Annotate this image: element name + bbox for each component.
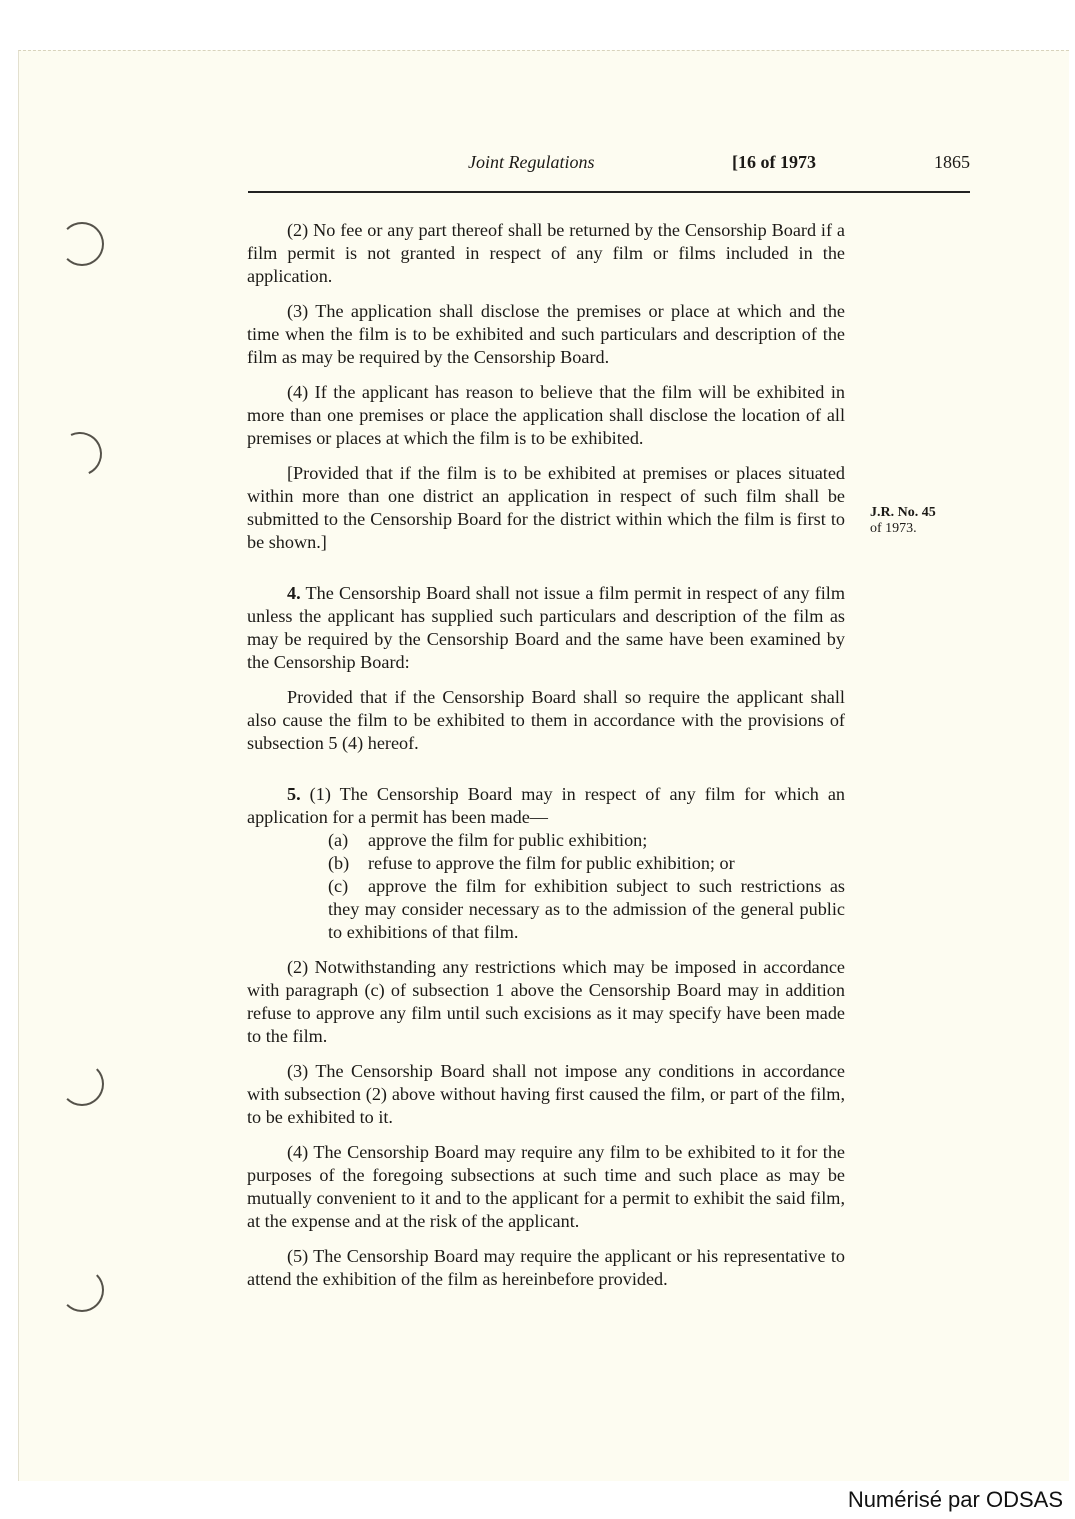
list-label-c: (c) xyxy=(328,876,349,896)
paragraph-3-2: (2) No fee or any part thereof shall be returned by the Censorship Board if a film permit is not granted in respect of any film or films included in the application. xyxy=(247,220,845,286)
margin-note-line2: of 1973. xyxy=(870,521,917,536)
section-4 xyxy=(247,582,845,674)
paragraph-3-3: (3) The application shall disclose the premises or place at which and the time when the film is to be exhibited and such particulars and description of the film as may be required by the Censorship Board. xyxy=(247,301,845,367)
section-4-text: The Censorship Board shall not issue a film permit in respect of any film unless the applicant has supplied such particulars and description of the film as may be required by the Censorship Board and the same have been examined by the Censorship Board: xyxy=(247,583,846,672)
header-title: Joint Regulations xyxy=(468,152,595,172)
section-5-number: 5. xyxy=(287,784,301,804)
header-rule xyxy=(248,191,970,193)
page-number: 1865 xyxy=(934,152,970,172)
list-text-b: refuse to approve the film for public exhibition; or xyxy=(368,853,735,873)
paragraph-5-4: (4) The Censorship Board may require any film to be exhibited to it for the purposes of the foregoing subsections at such time and such place as may be mutually convenient to it and to the applicant for a permit to exhibit the said film, at the expense and at the risk of the applicant. xyxy=(247,1142,845,1231)
margin-note xyxy=(870,505,936,537)
punch-hole-4 xyxy=(60,1268,104,1312)
list-item-a xyxy=(247,829,845,852)
list-item-b xyxy=(247,852,845,875)
punch-hole-3 xyxy=(60,1062,104,1106)
margin-note-line1: J.R. No. 45 xyxy=(870,505,936,520)
list-label-b: (b) xyxy=(328,853,350,873)
paragraph-5-3: (3) The Censorship Board shall not impose any conditions in accordance with subsection (2) above without having first caused the film, or part of the film, to be exhibited to it. xyxy=(247,1061,845,1127)
list-text-c: approve the film for exhibition subject to such restrictions as they may consider necessary as to the admission of the general public to exhibitions of that film. xyxy=(328,876,845,942)
header-act-number: [16 of 1973 xyxy=(732,152,816,172)
paragraph-5-5: (5) The Censorship Board may require the applicant or his representative to attend the exhibition of the film as hereinbefore provided. xyxy=(247,1246,845,1289)
paragraph-5-2: (2) Notwithstanding any restrictions which may be imposed in accordance with paragraph (c) of subsection 1 above the Censorship Board may in addition refuse to approve any film until such excisions as it may specify have been made to the film. xyxy=(247,957,845,1046)
section-5-intro xyxy=(247,783,845,829)
running-header xyxy=(248,152,970,178)
list-label-a: (a) xyxy=(328,830,349,850)
digitization-watermark: Numérisé par ODSAS xyxy=(847,1487,1063,1512)
paragraph-proviso: [Provided that if the film is to be exhibited at premises or places situated within more than one district an application in respect of such film shall be submitted to the Censorship Board for the district within which the film is first to be shown.] xyxy=(247,463,845,552)
list-text-a: approve the film for public exhibition; xyxy=(368,830,648,850)
section-5-intro-text: (1) The Censorship Board may in respect of any film for which an application for a permit has been made— xyxy=(247,784,845,827)
paragraph-3-4: (4) If the applicant has reason to believe that the film will be exhibited in more than one premises or place the application shall disclose the location of all premises or places at which the film is to be exhibited. xyxy=(247,382,845,448)
punch-hole-1 xyxy=(60,222,104,266)
section-4-proviso: Provided that if the Censorship Board shall so require the applicant shall also cause the film to be exhibited to them in accordance with the provisions of subsection 5 (4) hereof. xyxy=(247,687,845,753)
document-body xyxy=(247,219,845,1291)
section-4-number: 4. xyxy=(287,583,301,603)
list-item-c xyxy=(247,875,845,944)
